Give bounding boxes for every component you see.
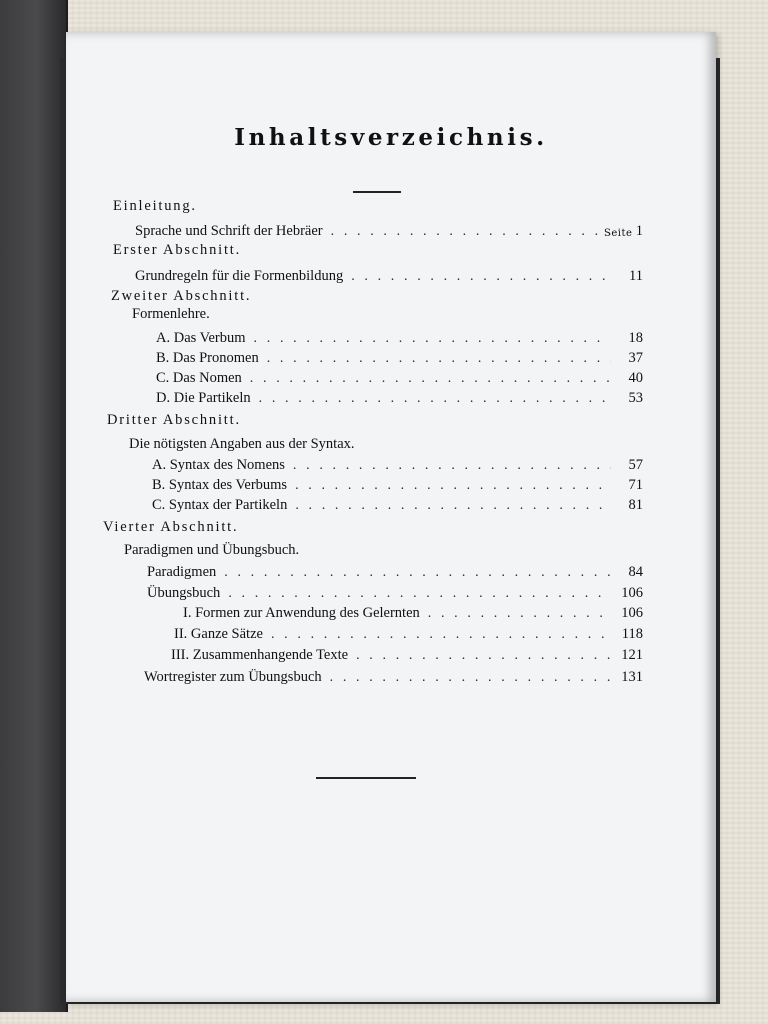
leader-dots: [271, 627, 611, 643]
toc-entry-paradigmen: [147, 564, 643, 584]
leader-dots: [331, 224, 611, 240]
toc-page-number: 40: [628, 370, 643, 386]
toc-entry-einleitung: [113, 198, 633, 218]
toc-entry-nomen: [156, 370, 643, 390]
toc-entry-vierter-abschnitt: [103, 519, 623, 539]
book-page: [66, 32, 716, 1002]
toc-page-number: 1: [635, 223, 643, 239]
title-rule: [353, 191, 401, 193]
toc-entry-zusammenhangende-texte: [171, 647, 643, 667]
toc-entry-syntax-partikeln: [152, 497, 643, 517]
toc-entry-pronomen: [156, 350, 643, 370]
toc-entry-paradigmen-uebungsbuch: [124, 542, 632, 562]
leader-dots: [351, 269, 611, 285]
toc-page-number: 131: [621, 669, 643, 685]
toc-page-number: 84: [628, 564, 643, 580]
toc-page-number: 106: [621, 585, 643, 601]
toc-entry-verbum: [156, 330, 643, 350]
toc-entry-uebungsbuch: [147, 585, 643, 605]
leader-dots: [356, 648, 611, 664]
leader-dots: [293, 458, 611, 474]
leader-dots: [295, 498, 611, 514]
toc-label: Vierter Abschnitt.: [103, 519, 239, 535]
leader-dots: [267, 351, 611, 367]
toc-page-number: 81: [628, 497, 643, 513]
toc-label: A. Syntax des Nomens: [152, 457, 285, 473]
closing-rule: [316, 777, 416, 779]
toc-label: Paradigmen und Übungsbuch.: [124, 542, 300, 558]
leader-dots: [330, 670, 611, 686]
toc-entry-wortregister: [144, 669, 643, 689]
toc-label: D. Die Partikeln: [156, 390, 251, 406]
toc-label: Einleitung.: [113, 198, 197, 214]
toc-label: B. Das Pronomen: [156, 350, 259, 366]
toc-page-number: 18: [628, 330, 643, 346]
toc-page-number: 71: [628, 477, 643, 493]
toc-label: Wortregister zum Übungsbuch: [144, 669, 322, 685]
toc-label: C. Syntax der Partikeln: [152, 497, 288, 513]
leader-dots: [259, 391, 611, 407]
leader-dots: [295, 478, 611, 494]
leader-dots: [428, 606, 611, 622]
toc-page-number: 53: [628, 390, 643, 406]
toc-entry-formen-anwendung: [183, 605, 643, 625]
toc-label: C. Das Nomen: [156, 370, 242, 386]
book-cover-edge: [0, 0, 68, 1012]
leader-dots: [254, 331, 611, 347]
toc-label: I. Formen zur Anwendung des Gelernten: [183, 605, 420, 621]
toc-entry-ganze-saetze: [174, 626, 643, 646]
toc-entry-syntax-verbums: [152, 477, 643, 497]
toc-entry-formenlehre: [132, 306, 640, 326]
toc-label: Paradigmen: [147, 564, 217, 580]
toc-label: Zweiter Abschnitt.: [111, 288, 252, 304]
toc-label: Dritter Abschnitt.: [107, 412, 241, 428]
toc-label: Grundregeln für die Formenbildung: [135, 268, 344, 284]
toc-entry-partikeln: [156, 390, 643, 410]
toc-page-number: 37: [628, 350, 643, 366]
toc-label: Erster Abschnitt.: [113, 242, 242, 258]
toc-entry-erster-abschnitt: [113, 242, 633, 262]
toc-label: Sprache und Schrift der Hebräer: [135, 223, 323, 239]
toc-page-number: 121: [621, 647, 643, 663]
toc-page-number: 106: [621, 605, 643, 621]
toc-label: III. Zusammenhangende Texte: [171, 647, 349, 663]
toc-entry-grundregeln: [135, 268, 643, 288]
leader-dots: [228, 586, 611, 602]
toc-label: A. Das Verbum: [156, 330, 246, 346]
page-title: Inhaltsverzeichnis.: [234, 124, 548, 151]
toc-entry-zweiter-abschnitt: [111, 288, 631, 308]
toc-label: Die nötigsten Angaben aus der Syntax.: [129, 436, 355, 452]
toc-label: Formenlehre.: [132, 306, 210, 322]
seite-label: Seite: [604, 228, 633, 239]
toc-entry-sprache: [135, 223, 643, 243]
toc-page-number: 11: [629, 268, 643, 284]
toc-label: II. Ganze Sätze: [174, 626, 263, 642]
toc-label: Übungsbuch: [147, 585, 221, 601]
toc-label: B. Syntax des Verbums: [152, 477, 288, 493]
leader-dots: [250, 371, 611, 387]
leader-dots: [224, 565, 611, 581]
toc-entry-syntax-heading: [129, 436, 637, 456]
toc-page-number: 118: [621, 626, 643, 642]
toc-entry-dritter-abschnitt: [107, 412, 627, 432]
toc-entry-syntax-nomens: [152, 457, 643, 477]
toc-page-number: 57: [628, 457, 643, 473]
